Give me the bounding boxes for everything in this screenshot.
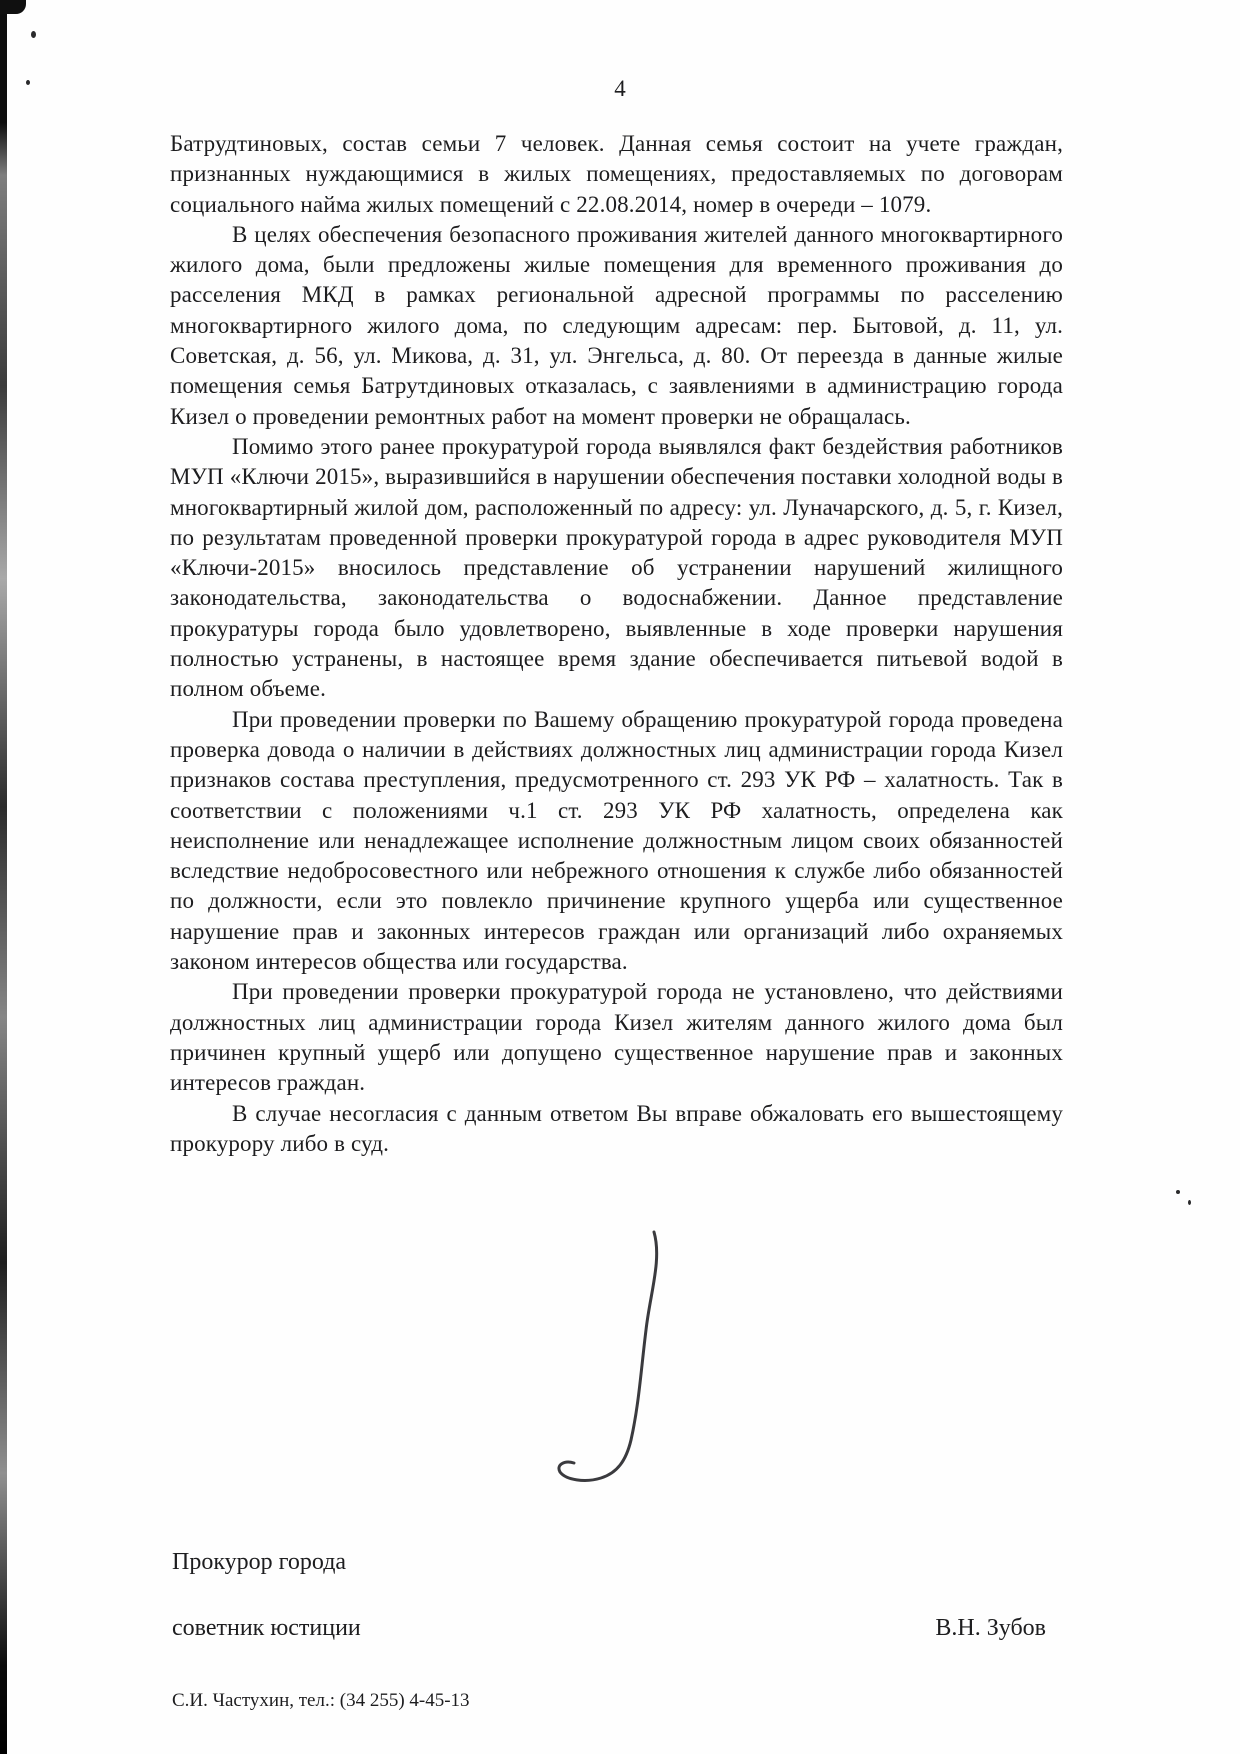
signer-name: В.Н. Зубов	[935, 1615, 1046, 1641]
scan-speck	[31, 31, 36, 38]
scan-artifact-left-edge	[0, 0, 7, 1754]
paragraph: Помимо этого ранее прокуратурой города выявлялся факт бездействия работников МУП «Ключи 2015», выразившийся в нарушении обеспечения поставки холодной воды в многоквартирный жилой дом, расположенный по адресу: ул. Луначарского, д. 5, г. Кизел, по результатам проведенной проверки прокуратурой города в адрес руководителя МУП «Ключи-2015» вносилось представление об устранении нарушений жилищного законодательства, законодательства о водоснабжении. Данное представление прокуратуры города было удовлетворено, выявленные в ходе проверки нарушения полностью устранены, в настоящее время здание обеспечивается питьевой водой в полном объеме.	[170, 433, 1063, 702]
paragraph: При проведении проверки по Вашему обращению прокуратурой города проведена проверка довода о наличии в действиях должностных лиц администрации города Кизел признаков состава преступления, предусмотренного ст. 293 УК РФ – халатность. Так в соответствии с положениями ч.1 ст. 293 УК РФ халатность, определена как неисполнение или ненадлежащее исполнение должностным лицом своих обязанностей вследствие недобросовестного или небрежного отношения к службе либо обязанностей по должности, если это повлекло причинение крупного ущерба или существенное нарушение прав и законных интересов граждан или организаций либо охраняемых законом интересов общества или государства.	[170, 706, 1063, 975]
handwritten-signature	[540, 1210, 680, 1500]
scan-speck	[1176, 1190, 1180, 1194]
document-body	[170, 129, 1063, 1159]
paragraph: Батрудтиновых, состав семьи 7 человек. Данная семья состоит на учете граждан, признанных нуждающимися в жилых помещениях, предоставляемых по договорам социального найма жилых помещений с 22.08.2014, номер в очереди – 1079.	[170, 131, 1063, 217]
footer-contact: С.И. Частухин, тел.: (34 255) 4-45-13	[172, 1690, 470, 1711]
paragraph: В случае несогласия с данным ответом Вы вправе обжаловать его вышестоящему прокурору либо в суд.	[170, 1100, 1063, 1156]
paragraph: В целях обеспечения безопасного проживания жителей данного многоквартирного жилого дома, были предложены жилые помещения для временного проживания до расселения МКД в рамках региональной адресной программы по расселению многоквартирного жилого дома, по следующим адресам: пер. Бытовой, д. 11, ул. Советская, д. 56, ул. Микова, д. 31, ул. Энгельса, д. 80. От переезда в данные жилые помещения семья Батрутдиновых отказалась, с заявлениями в администрацию города Кизел о проведении ремонтных работ на момент проверки не обращалась.	[170, 221, 1063, 429]
signer-title-line2: советник юстиции	[172, 1615, 361, 1641]
paragraph: При проведении проверки прокуратурой города не установлено, что действиями должностных лиц администрации города Кизел жителям данного жилого дома был причинен крупный ущерб или допущено существенное нарушение прав и законных интересов граждан.	[170, 979, 1063, 1096]
scan-speck	[1188, 1200, 1191, 1205]
page-number: 4	[614, 76, 626, 101]
signer-title-line1: Прокурор города	[172, 1549, 347, 1575]
scan-artifact-corner	[0, 0, 26, 14]
